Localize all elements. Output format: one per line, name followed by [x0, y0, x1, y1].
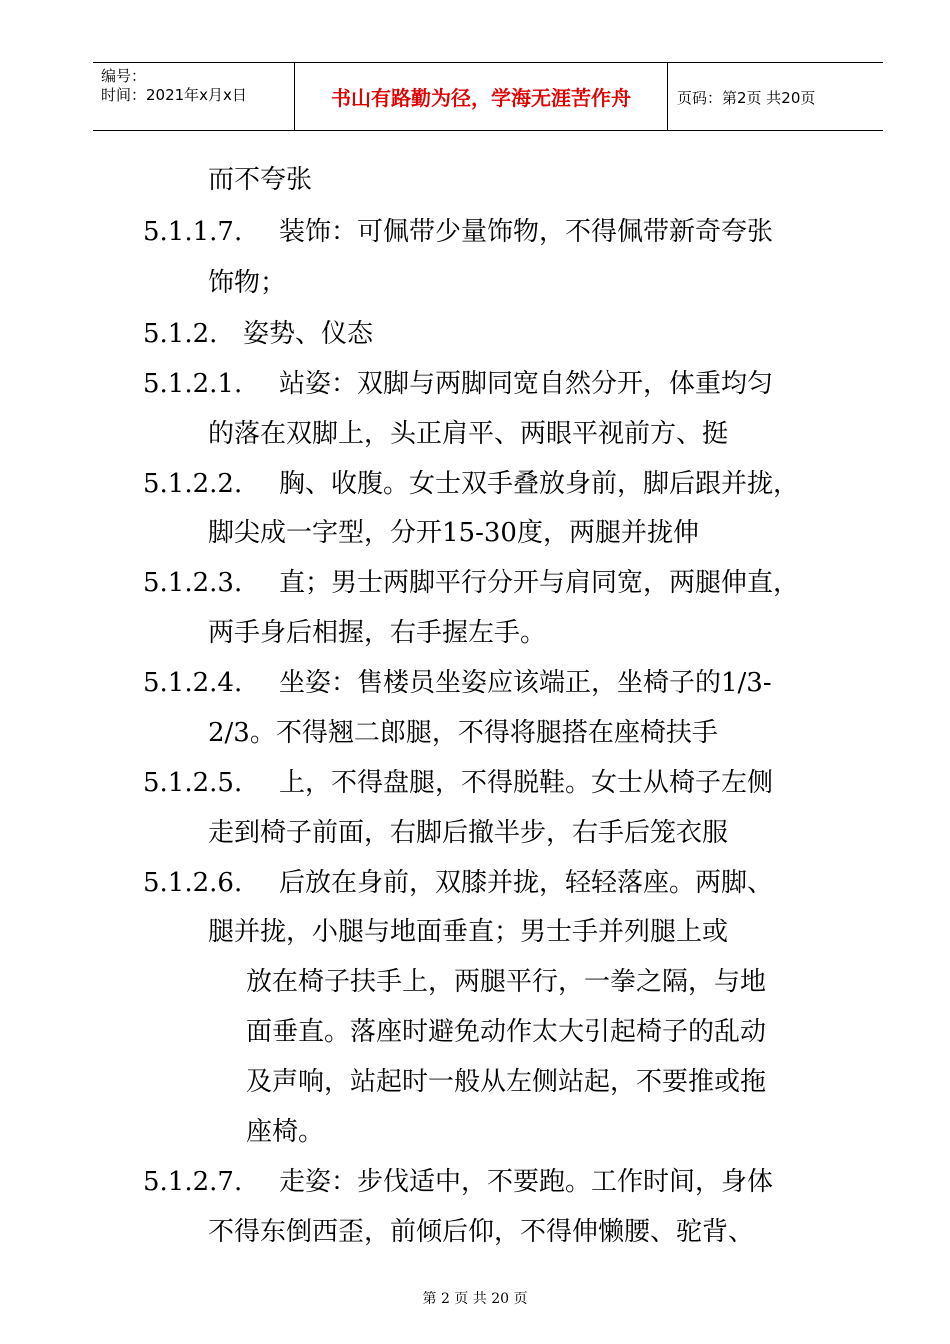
- text-line: 不得东倒西歪，前倾后仰，不得伸懒腰、驼背、: [208, 1217, 755, 1247]
- section-number: 5.1.2.: [143, 319, 218, 349]
- text-line: 而不夸张: [208, 165, 313, 195]
- section-number: 5.1.2.6.: [143, 868, 243, 898]
- text-line: 5.1.2.2. 胸、收腹。女士双手叠放身前，脚后跟并拢，: [143, 469, 800, 499]
- text-line: 饰物；: [208, 268, 287, 298]
- text-line: 5.1.2.7. 走姿：步伐适中，不要跑。工作时间，身体: [143, 1167, 774, 1197]
- section-number: 5.1.1.7.: [143, 217, 243, 247]
- text-line: 5.1.2.4. 坐姿：售楼员坐姿应该端正，坐椅子的1/3-: [143, 668, 772, 698]
- text-line: 5.1.2.1. 站姿：双脚与两脚同宽自然分开，体重均匀: [143, 369, 774, 399]
- section-number: 5.1.2.7.: [143, 1167, 243, 1197]
- header-motto: 书山有路勤为径，学海无涯苦作舟: [294, 63, 668, 130]
- section-number: 5.1.2.3.: [143, 568, 243, 598]
- text-line: 及声响，站起时一般从左侧站起，不要推或拖: [246, 1067, 767, 1097]
- number-label: 编号：: [101, 67, 147, 85]
- text-line: 脚尖成一字型，分开15-30度，两腿并拢伸: [208, 518, 699, 548]
- section-number: 5.1.2.1.: [143, 369, 243, 399]
- text-line: 5.1.2.3. 直；男士两脚平行分开与肩同宽，两腿伸直，: [143, 568, 800, 598]
- text-line: 放在椅子扶手上，两腿平行，一拳之隔，与地: [246, 967, 767, 997]
- section-number: 5.1.2.4.: [143, 668, 243, 698]
- time-label: 时间：2021年x月x日: [101, 86, 247, 104]
- text-line: 面垂直。落座时避免动作太大引起椅子的乱动: [246, 1017, 767, 1047]
- text-line: 腿并拢，小腿与地面垂直；男士手并列腿上或: [208, 917, 729, 947]
- section-number: 5.1.2.2.: [143, 469, 243, 499]
- text-line: 5.1.2. 姿势、仪态: [143, 319, 374, 349]
- text-line: 5.1.2.5. 上，不得盘腿，不得脱鞋。女士从椅子左侧: [143, 768, 774, 798]
- text-line: 2/3。不得翘二郎腿，不得将腿搭在座椅扶手: [208, 718, 718, 748]
- text-line: 5.1.2.6. 后放在身前，双膝并拢，轻轻落座。两脚、: [143, 868, 774, 898]
- text-line: 座椅。: [246, 1117, 325, 1147]
- header-page-info: 页码：第2页 共20页: [677, 89, 816, 107]
- text-line: 5.1.1.7. 装饰：可佩带少量饰物，不得佩带新奇夸张: [143, 217, 774, 247]
- text-line: 两手身后相握，右手握左手。: [208, 618, 547, 648]
- text-line: 走到椅子前面，右脚后撤半步，右手后笼衣服: [208, 818, 729, 848]
- section-number: 5.1.2.5.: [143, 768, 243, 798]
- text-line: 的落在双脚上，头正肩平、两眼平视前方、挺: [208, 419, 729, 449]
- page-footer: 第 2 页 共 20 页: [422, 1291, 528, 1307]
